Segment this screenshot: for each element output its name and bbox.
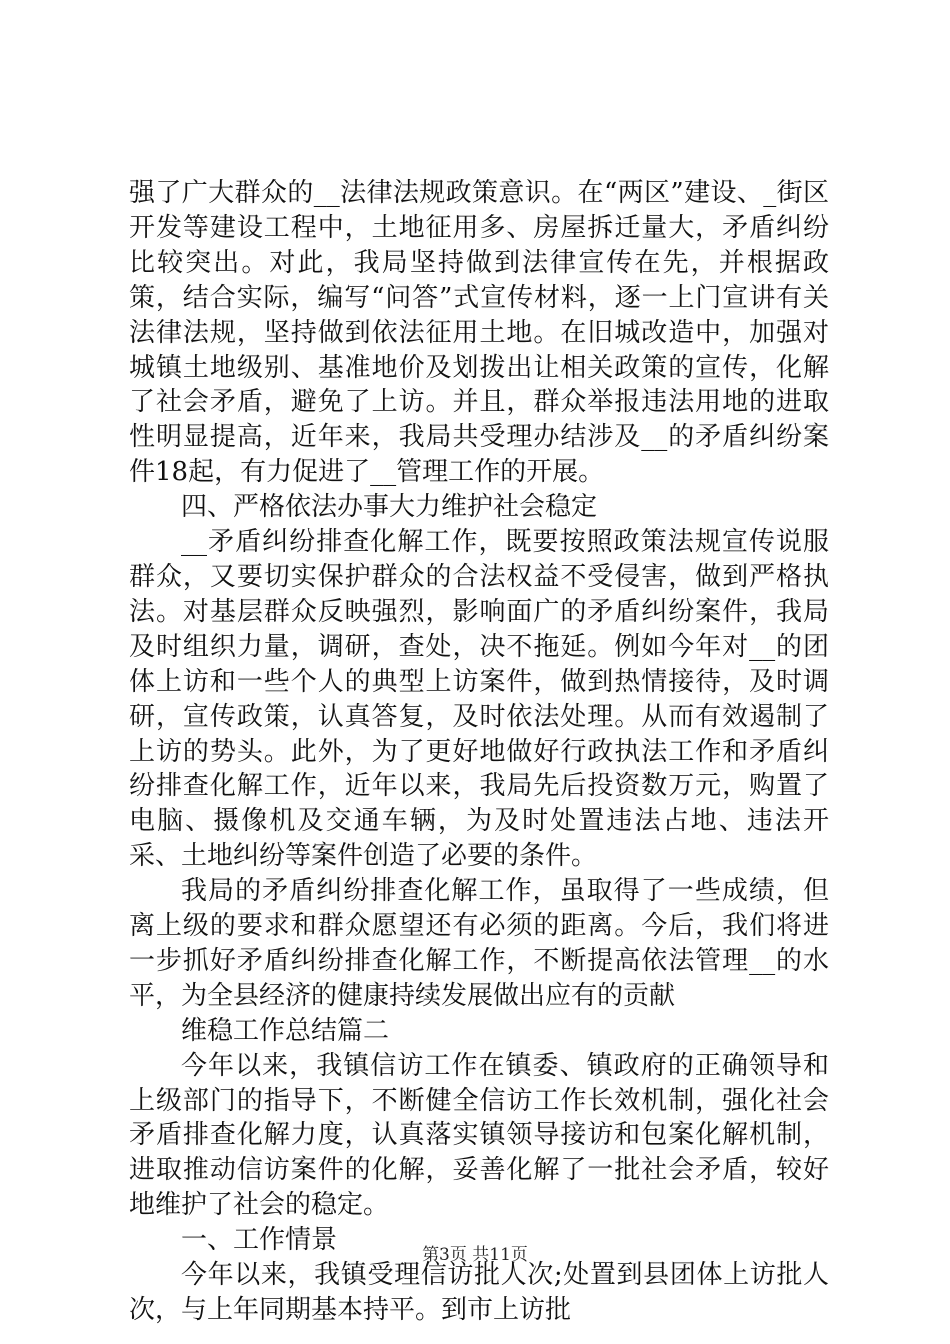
paragraph: 今年以来，我镇受理信访批人次;处置到县团体上访批人次，与上年同期基本持平。到市上访批 bbox=[129, 1260, 829, 1325]
paragraph-continuation: 强了广大群众的__法律法规政策意识。在“两区”建设、_街区开发等建设工程中，土地征用多、房屋拆迁量大，矛盾纠纷比较突出。对此，我局坚持做到法律宣传在先，并根据政策，结合实际，编写“问答”式宣传材料，逐一上门宣讲有关法律法规，坚持做到依法征用土地。在旧城改造中，加强对城镇土地级别、基准地价及划拨出让相关政策的宣传，化解了社会矛盾，避免了上访。并且，群众举报违法用地的进取性明显提高，近年来，我局共受理办结涉及__的矛盾纠纷案件18起，有力促进了__管理工作的开展。 bbox=[129, 178, 829, 488]
paragraph: 我局的矛盾纠纷排查化解工作，虽取得了一些成绩，但离上级的要求和群众愿望还有必须的距离。今后，我们将进一步抓好矛盾纠纷排查化解工作，不断提高依法管理__的水平，为全县经济的健康持续发展做出应有的贡献 bbox=[129, 876, 829, 1011]
paragraph: 今年以来，我镇信访工作在镇委、镇政府的正确领导和上级部门的指导下，不断健全信访工作长效机制，强化社会矛盾排查化解力度，认真落实镇领导接访和包案化解机制，进取推动信访案件的化解，妥善化解了一批社会矛盾，较好地维护了社会的稳定。 bbox=[129, 1050, 829, 1221]
section-heading-one: 一、工作情景 bbox=[181, 1225, 338, 1256]
paragraph: __矛盾纠纷排查化解工作，既要按照政策法规宣传说服群众，又要切实保护群众的合法权益不受侵害，做到严格执法。对基层群众反映强烈，影响面广的矛盾纠纷案件，我局及时组织力量，调研，查处，决不拖延。例如今年对__的团体上访和一些个人的典型上访案件，做到热情接待，及时调研，宣传政策，认真答复，及时依法处理。从而有效遏制了上访的势头。此外，为了更好地做好行政执法工作和矛盾纠纷排查化解工作，近年以来，我局先后投资数万元，购置了电脑、摄像机及交通车辆，为及时处置违法占地、违法开采、土地纠纷等案件创造了必要的条件。 bbox=[129, 527, 829, 872]
document-body bbox=[129, 176, 829, 1328]
article-title: 维稳工作总结篇二 bbox=[181, 1015, 390, 1046]
section-heading-four: 四、严格依法办事大力维护社会稳定 bbox=[181, 492, 598, 523]
page-number-footer: 第3页 共11页 bbox=[422, 1245, 528, 1265]
